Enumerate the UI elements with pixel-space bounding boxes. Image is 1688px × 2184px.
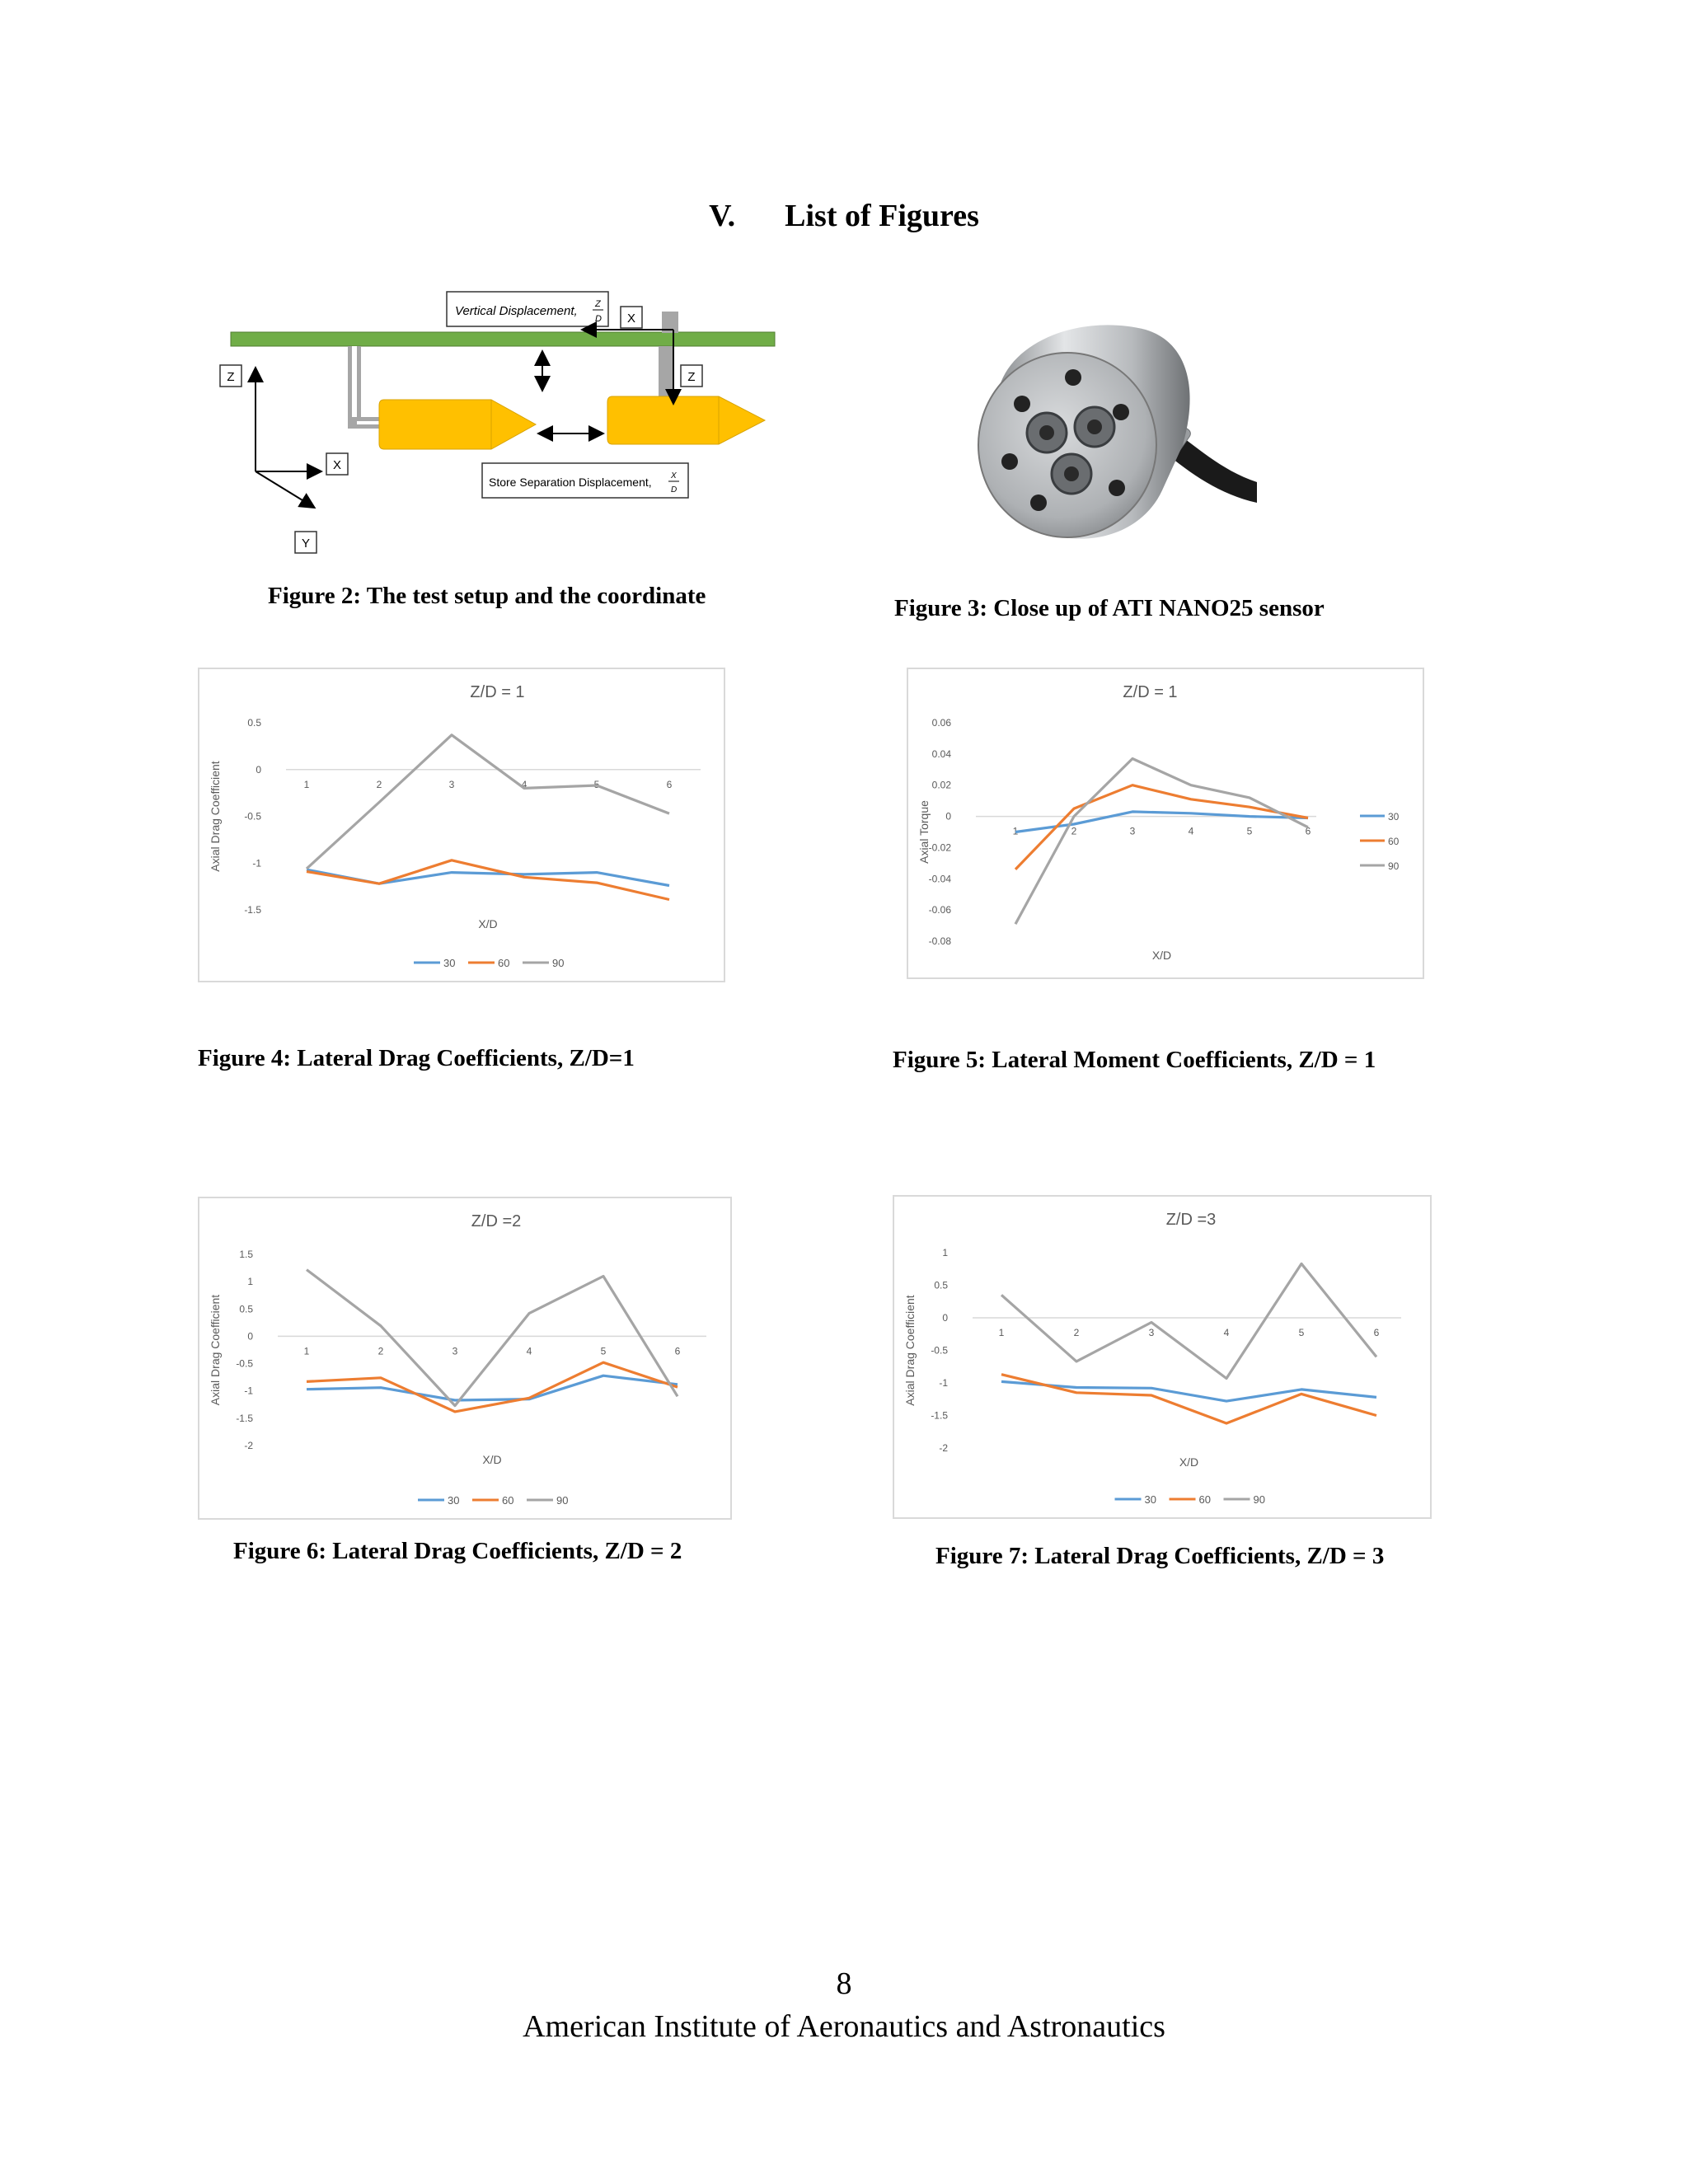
chart-title: Z/D = 1 (470, 683, 525, 701)
series-line-60 (1001, 1375, 1376, 1423)
sensor-photo (948, 305, 1257, 560)
y-tick-label: 1 (942, 1247, 948, 1258)
legend-label: 90 (1253, 1493, 1265, 1506)
vertical-frac-den: D (595, 314, 602, 324)
y-tick-label: 0 (256, 763, 261, 776)
legend-label: 90 (1388, 860, 1400, 872)
y-tick-label: -0.02 (928, 841, 951, 854)
z-axis-label: Z (227, 370, 235, 384)
x-tick-label: 1 (303, 778, 310, 790)
x-tick-label: 3 (1148, 1327, 1155, 1338)
section-heading (0, 198, 1688, 234)
vertical-displacement-label: Vertical Displacement, (455, 304, 578, 318)
x-tick-label: 3 (1129, 825, 1136, 837)
y-tick-label: -1 (252, 857, 261, 869)
y-tick-label: 0.5 (247, 717, 261, 729)
x-tick-label: 4 (1223, 1327, 1230, 1338)
right-store (607, 396, 765, 444)
y-tick-label: 0.5 (934, 1279, 948, 1291)
x-tick-label: 2 (1073, 1327, 1080, 1338)
mount-hole (1001, 453, 1018, 470)
legend-label: 30 (443, 957, 456, 969)
legend-label: 90 (556, 1494, 569, 1507)
test-plate (231, 332, 775, 346)
figure-6-caption: Figure 6: Lateral Drag Coefficients, Z/D = 2 (233, 1538, 682, 1564)
x-tick-label: 4 (521, 778, 528, 790)
x-axis-label: X/D (478, 917, 498, 930)
x-tick-label: 2 (1071, 825, 1077, 837)
series-line-90 (998, 1263, 1376, 1378)
store-separation-label: Store Separation Displacement, (489, 476, 652, 489)
y-tick-label: -2 (244, 1440, 253, 1451)
figure-7-caption: Figure 7: Lateral Drag Coefficients, Z/D = 3 (935, 1543, 1385, 1569)
figure-5-caption: Figure 5: Lateral Moment Coefficients, Z/D = 1 (893, 1047, 1376, 1073)
x-tick-label: 6 (1305, 825, 1311, 837)
y-tick-label: -1 (244, 1385, 253, 1397)
y-tick-label: -1 (939, 1377, 948, 1389)
y-axis-label: Y (301, 537, 311, 551)
y-tick-label: -0.5 (236, 1357, 253, 1370)
section-number: V. (709, 199, 736, 233)
x-tick-label: 5 (1298, 1327, 1305, 1338)
series-line-90 (1012, 759, 1308, 925)
y-tick-label: -0.06 (928, 904, 951, 916)
legend-label: 60 (1198, 1493, 1211, 1506)
x-tick-label: 4 (526, 1345, 532, 1357)
legend-label: 30 (1144, 1493, 1156, 1506)
mount-hole (1113, 404, 1129, 420)
series-line-90 (307, 1270, 678, 1406)
x-tick-label: 3 (452, 1345, 458, 1357)
x-tick-label: 5 (1246, 825, 1253, 837)
x-label-top: X (626, 312, 636, 326)
vertical-frac-num: Z (595, 299, 601, 309)
store-frac-den: D (671, 485, 678, 494)
y-tick-label: -0.08 (928, 935, 951, 947)
x-tick-label: 1 (303, 1345, 310, 1357)
y-tick-label: -2 (939, 1442, 948, 1454)
right-pylon (659, 346, 673, 397)
x-tick-label: 6 (666, 778, 673, 790)
chart-title: Z/D = 1 (1123, 683, 1178, 701)
mount-hole (1109, 480, 1125, 496)
x-tick-label: 2 (376, 778, 382, 790)
y-tick-label: -1.5 (236, 1412, 253, 1424)
z-label-right: Z (687, 370, 696, 384)
mount-hole (1014, 396, 1030, 412)
y-tick-label: -1.5 (244, 904, 261, 916)
y-tick-label: 0.5 (239, 1303, 253, 1315)
chart-title: Z/D =2 (471, 1212, 522, 1230)
figure-3-caption: Figure 3: Close up of ATI NANO25 sensor (894, 595, 1325, 621)
mount-hole (1030, 494, 1047, 511)
x-tick-label: 5 (600, 1345, 607, 1357)
y-tick-label: 0.04 (931, 748, 951, 760)
x-tick-label: 6 (674, 1345, 681, 1357)
figure-4-caption: Figure 4: Lateral Drag Coefficients, Z/D=1 (198, 1045, 635, 1071)
mount-hole (1065, 369, 1081, 386)
y-tick-label: 1.5 (239, 1249, 253, 1260)
legend-label: 60 (502, 1494, 514, 1507)
x-axis-label: X/D (482, 1453, 502, 1466)
x-tick-label: 1 (1012, 825, 1019, 837)
x-tick-label: 2 (377, 1345, 384, 1357)
series-line-90 (307, 735, 669, 869)
x-tick-label: 4 (1188, 825, 1194, 837)
section-title: List of Figures (785, 199, 979, 233)
x-tick-label: 3 (448, 778, 455, 790)
figure-7-chart (893, 1195, 1432, 1519)
legend-label: 90 (552, 957, 565, 969)
y-tick-label: 0 (945, 810, 951, 823)
test-setup-diagram (214, 288, 783, 560)
chart-title: Z/D =3 (1165, 1211, 1217, 1229)
figure-6-chart (198, 1197, 732, 1520)
y-tick-label: -1.5 (931, 1409, 948, 1422)
store-frac-num: X (671, 471, 677, 480)
y-tick-label: 0.02 (931, 779, 951, 791)
x-tick-label: 5 (593, 778, 600, 790)
y-axis-label: Axial Drag Coefficient (209, 1294, 222, 1406)
y-tick-label: 0 (247, 1330, 253, 1343)
y-tick-label: 0 (942, 1312, 948, 1324)
y-tick-label: -0.04 (928, 873, 951, 885)
x-tick-label: 6 (1373, 1327, 1380, 1338)
x-axis-label: X/D (1151, 949, 1172, 962)
y-tick-label: -0.5 (244, 810, 261, 823)
figure-2-caption: Figure 2: The test setup and the coordinate (268, 583, 706, 609)
y-tick-label: 1 (247, 1276, 253, 1288)
left-store (379, 400, 536, 449)
y-axis-label: Axial Drag Coefficient (903, 1295, 917, 1406)
figure-5-chart (907, 668, 1424, 979)
legend-label: 60 (1388, 836, 1400, 847)
y-tick-label: 0.06 (931, 717, 951, 729)
page-number: 8 (836, 1966, 852, 2001)
series-line-60 (307, 860, 669, 900)
y-axis-label: Axial Drag Coefficient (209, 761, 222, 872)
series-line-30 (1015, 812, 1308, 832)
series-line-30 (307, 869, 669, 885)
legend-label: 30 (1388, 811, 1400, 823)
legend-label: 30 (448, 1494, 460, 1507)
x-axis-label: X/D (1179, 1455, 1199, 1469)
x-axis-label: X (332, 458, 342, 472)
legend-label: 60 (498, 957, 510, 969)
x-tick-label: 1 (998, 1327, 1005, 1338)
y-tick-label: -0.5 (931, 1344, 948, 1357)
figure-4-chart (198, 668, 725, 982)
footer-organization: American Institute of Aeronautics and Astronautics (523, 2009, 1165, 2044)
y-axis-label: Axial Torque (917, 800, 931, 864)
